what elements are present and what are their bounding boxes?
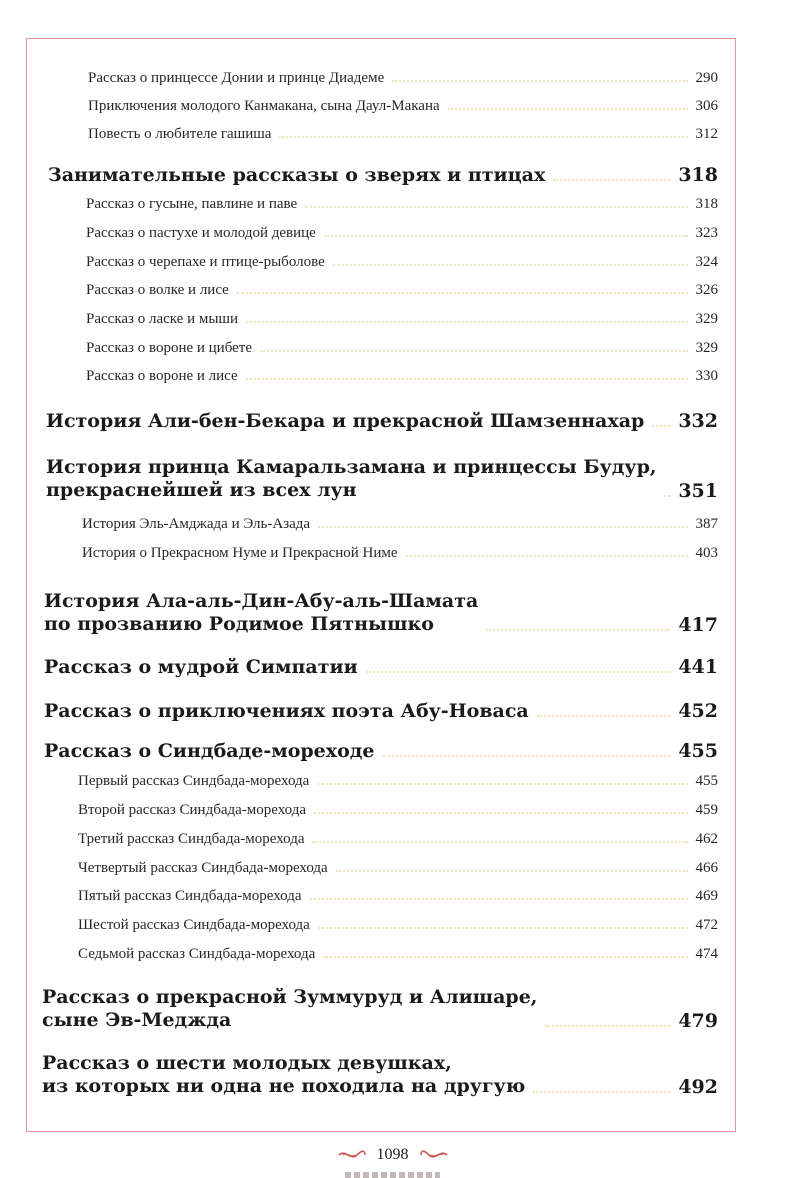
toc-subentry [88,70,718,87]
toc-entry-title: Рассказ о принцессе Донии и принце Диадеме [88,70,385,86]
toc-subentry [86,254,718,271]
toc-section-entry [44,740,718,762]
dotted-leader [312,841,687,843]
toc-entry-title: История Ала-аль-Дин-Абу-аль-Шамата по прозванию Родимое Пятнышко [44,590,479,636]
toc-entry-page: 466 [695,860,718,876]
toc-entry-page: 323 [695,225,718,241]
toc-subentry [86,225,718,242]
dotted-leader [246,321,687,323]
bottom-decor-strip [345,1172,440,1178]
toc-entry-title: Приключения молодого Канмакана, сына Даул-Макана [88,98,440,114]
dotted-leader [310,898,688,900]
toc-entry-page: 306 [695,98,718,114]
toc-subentry [86,311,718,328]
toc-section-entry [44,656,718,678]
toc-entry-title: Третий рассказ Синдбада-морехода [78,831,305,847]
toc-entry-page: 324 [695,254,718,270]
toc-entry-title: Четвертый рассказ Синдбада-морехода [78,860,328,876]
dotted-leader [314,812,687,814]
page-number: 1098 [376,1146,409,1163]
toc-entry-page: 455 [678,740,718,762]
dotted-leader [318,526,687,528]
toc-subentry [78,773,718,790]
toc-subentry [78,888,718,905]
dotted-leader [336,870,688,872]
dotted-leader [323,956,687,958]
dotted-leader [305,206,687,208]
toc-entry-title: История Али-бен-Бекара и прекрасной Шамзеннахар [46,410,645,432]
toc-entry-title: Рассказ о волке и лисе [86,282,229,298]
toc-section-entry [44,700,718,722]
toc-entry-title: Пятый рассказ Синдбада-морехода [78,888,302,904]
toc-entry-page: 452 [678,700,718,722]
dotted-leader [318,927,688,929]
toc-entry-page: 455 [695,773,718,789]
toc-entry-page: 387 [695,516,718,532]
toc-entry-page: 351 [678,480,718,503]
toc-subentry [82,545,718,562]
toc-entry-page: 403 [695,545,718,561]
dotted-leader [279,136,687,138]
toc-entry-page: 441 [678,656,718,678]
dotted-leader [237,292,688,294]
toc-subentry [86,196,718,213]
toc-entry-title: Рассказ о черепахе и птице-рыболове [86,254,325,270]
toc-entry-title: Рассказ о ласке и мыши [86,311,239,327]
toc-section-entry [44,590,718,636]
toc-entry-title: Рассказ о вороне и лисе [86,368,238,384]
toc-entry-page: 469 [695,888,718,904]
toc-entry-title: История принца Камаральзамана и принцессы Будур, прекраснейшей из всех лун [46,456,657,502]
toc-entry-page: 332 [678,410,718,432]
dotted-leader [537,715,671,717]
toc-entry-page: 459 [695,802,718,818]
toc-entry-page: 318 [695,196,718,212]
dotted-leader [545,1025,670,1027]
toc-subentry [86,368,718,385]
dotted-leader [486,629,670,631]
toc-entry-title: Повесть о любителе гашиша [88,126,272,142]
toc-entry-title: Рассказ о прекрасной Зуммуруд и Алишаре, сыне Эв-Меджда [42,986,538,1032]
dotted-leader [406,555,688,557]
toc-entry-title: Рассказ о пастухе и молодой девице [86,225,316,241]
toc-entry-page: 492 [678,1076,718,1099]
toc-entry-title: Шестой рассказ Синдбада-морехода [78,917,310,933]
toc-entry-page: 479 [678,1010,718,1033]
toc-subentry [78,831,718,848]
toc-entry-page: 312 [695,126,718,142]
toc-entry-page: 330 [695,368,718,384]
dotted-leader [333,264,688,266]
toc-entry-title: Занимательные рассказы о зверях и птицах [48,164,546,186]
toc-entry-page: 329 [695,340,718,356]
toc-section-entry [46,410,718,432]
right-ornament-icon [419,1148,449,1162]
toc-subentry [82,516,718,533]
toc-entry-title: Первый рассказ Синдбада-морехода [78,773,310,789]
toc-subentry [86,340,718,357]
dotted-leader [392,80,687,82]
toc-section-entry [48,164,718,186]
toc-entry-page: 462 [695,831,718,847]
toc-section-entry [46,456,718,502]
dotted-leader [533,1091,670,1093]
left-ornament-icon [337,1148,367,1162]
toc-subentry [86,282,718,299]
dotted-leader [383,755,671,757]
page-footer [0,1138,785,1172]
toc-entry-page: 474 [695,946,718,962]
toc-section-entry [42,1052,718,1098]
dotted-leader [317,783,687,785]
toc-entry-page: 417 [678,614,718,637]
toc-entry-page: 326 [695,282,718,298]
toc-entry-title: Рассказ о гусыне, павлине и паве [86,196,298,212]
toc-subentry [88,98,718,115]
toc-entry-title: Второй рассказ Синдбада-морехода [78,802,307,818]
toc-entry-title: Рассказ о мудрой Симпатии [44,656,358,678]
toc-entry-page: 290 [695,70,718,86]
toc-entry-title: История о Прекрасном Нуме и Прекрасной Ниме [82,545,398,561]
toc-entry-title: Рассказ о Синдбаде-мореходе [44,740,375,762]
dotted-leader [260,350,687,352]
dotted-leader [652,425,670,427]
toc-entry-title: Рассказ о вороне и цибете [86,340,253,356]
dotted-leader [324,235,688,237]
dotted-leader [448,108,688,110]
toc-section-entry [42,986,718,1032]
toc-entry-title: Рассказ о шести молодых девушках, из которых ни одна не походила на другую [42,1052,526,1098]
toc-subentry [88,126,718,143]
toc-entry-page: 329 [695,311,718,327]
toc-entry-title: История Эль-Амджада и Эль-Азада [82,516,311,532]
dotted-leader [366,671,671,673]
dotted-leader [553,179,670,181]
toc-subentry [78,946,718,963]
dotted-leader [664,495,670,497]
dotted-leader [246,378,688,380]
toc-subentry [78,860,718,877]
toc-entry-page: 318 [678,164,718,186]
toc-entry-page: 472 [695,917,718,933]
toc-entry-title: Рассказ о приключениях поэта Абу-Новаса [44,700,529,722]
toc-entry-title: Седьмой рассказ Синдбада-морехода [78,946,316,962]
toc-subentry [78,802,718,819]
toc-subentry [78,917,718,934]
